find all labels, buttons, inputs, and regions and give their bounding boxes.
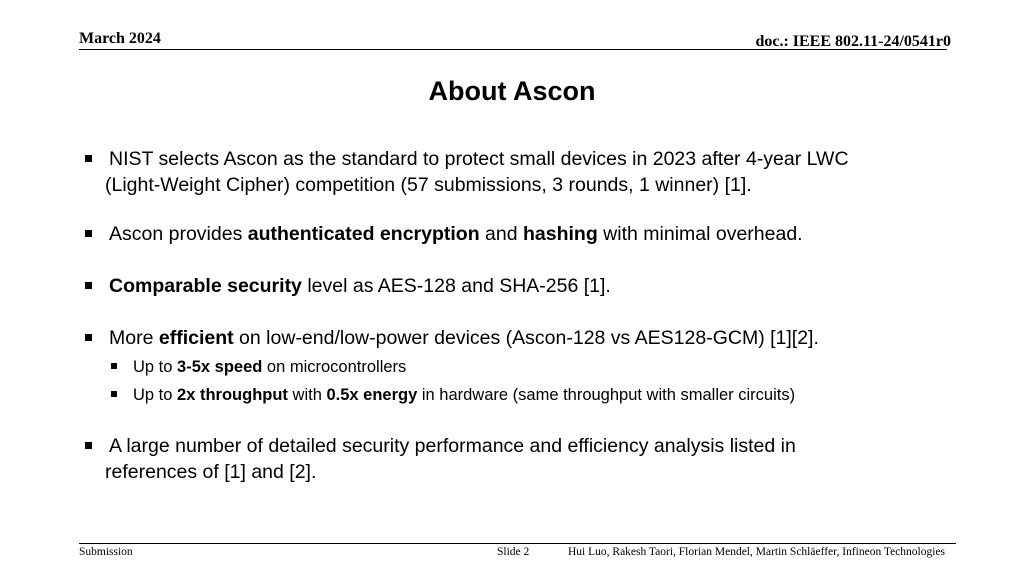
bullet-text xyxy=(109,221,945,247)
footer-authors: Hui Luo, Rakesh Taori, Florian Mendel, Martin Schläeffer, Infineon Technologies xyxy=(568,546,946,558)
bullet-square-icon xyxy=(85,155,92,162)
bullet-text xyxy=(109,273,945,299)
text-run: Ascon provides xyxy=(109,223,248,245)
footer-submission: Submission xyxy=(79,546,133,558)
slide-title: About Ascon xyxy=(428,76,596,106)
bullet-text-continued: (Light-Weight Cipher) competition (57 submissions, 3 rounds, 1 winner) [1]. xyxy=(105,174,752,196)
text-run: level as AES-128 and SHA-256 [1]. xyxy=(301,275,611,297)
bullet-analysis-references xyxy=(85,433,945,485)
bullet-authenticated-encryption xyxy=(85,221,945,247)
text-run: and xyxy=(479,223,523,245)
bullet-text: A large number of detailed security performance and efficiency analysis listed in xyxy=(109,435,796,457)
bullet-square-icon xyxy=(111,391,117,397)
bullet-text xyxy=(109,325,945,351)
bold-run: authenticated encryption xyxy=(247,223,480,245)
bold-run: 3-5x speed xyxy=(177,358,263,376)
bullet-text: NIST selects Ascon as the standard to protect small devices in 2023 after 4-year LWC xyxy=(109,148,849,170)
bullet-nist-selection xyxy=(85,146,945,198)
bullet-text-continued: references of [1] and [2]. xyxy=(105,461,317,483)
bullet-square-icon xyxy=(85,282,92,289)
text-run: Up to xyxy=(133,386,178,404)
bullet-square-icon xyxy=(85,442,92,449)
footer-rule xyxy=(79,543,956,544)
text-run: with minimal overhead. xyxy=(597,223,803,245)
bold-run: efficient xyxy=(158,327,234,349)
text-run: More xyxy=(109,327,159,349)
sub-bullet-text xyxy=(133,384,961,406)
sub-bullet-text xyxy=(133,356,961,378)
bold-run: Comparable security xyxy=(109,275,302,297)
header-date: March 2024 xyxy=(79,30,161,47)
bullet-comparable-security xyxy=(85,273,945,299)
bold-run: 2x throughput xyxy=(177,386,288,404)
bullet-efficiency xyxy=(85,325,945,351)
footer-slide-number: Slide 2 xyxy=(497,546,530,558)
bullet-square-icon xyxy=(111,363,117,369)
bullet-square-icon xyxy=(85,230,92,237)
text-run: in hardware (same throughput with smaller circuits) xyxy=(417,386,796,404)
bold-run: 0.5x energy xyxy=(326,386,418,404)
bold-run: hashing xyxy=(523,223,598,245)
text-run: Up to xyxy=(133,358,178,376)
sub-bullet-speed xyxy=(111,356,961,378)
bullet-square-icon xyxy=(85,334,92,341)
text-run: on microcontrollers xyxy=(262,358,407,376)
sub-bullet-throughput xyxy=(111,384,961,406)
header-rule xyxy=(79,49,947,50)
header-doc-id: doc.: IEEE 802.11-24/0541r0 xyxy=(755,33,951,50)
text-run: with xyxy=(287,386,327,404)
text-run: on low-end/low-power devices (Ascon-128 vs AES128-GCM) [1][2]. xyxy=(233,327,819,349)
